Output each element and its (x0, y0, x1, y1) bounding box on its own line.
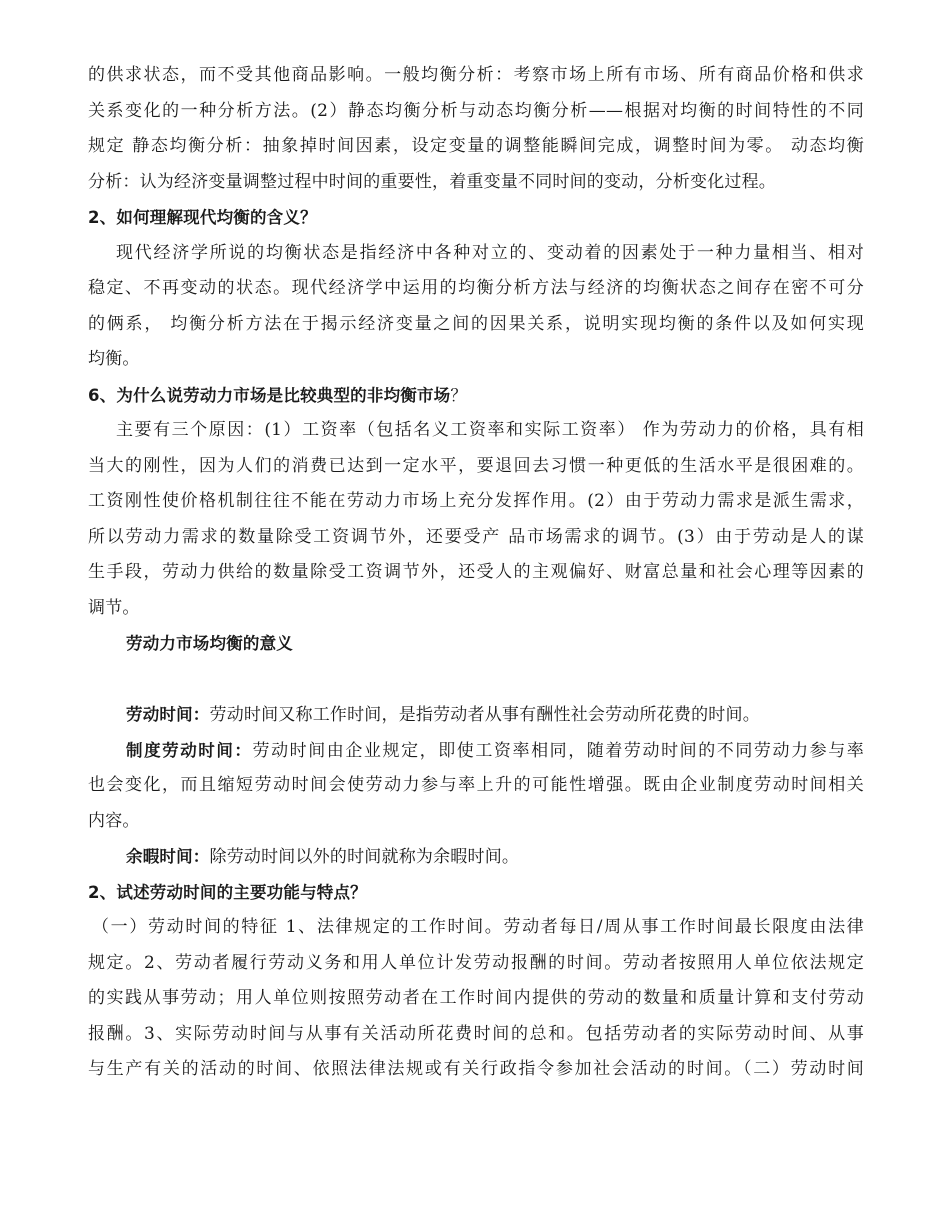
answer-paragraph-2 (88, 236, 864, 378)
answer-paragraph-2b (88, 910, 864, 1088)
text-line: 当大的刚性，因为人们的消费已达到一定水平，要退回去习惯一种更低的生活水平是很困难的。 (88, 455, 864, 476)
blank-line (88, 662, 864, 698)
text-line: 的实践从事劳动；用人单位则按照劳动者在工作时间内提供的劳动的数量和质量计算和支付劳动 (88, 988, 864, 1008)
text-line: 报酬。3、实际劳动时间与从事有关活动所花费时间的总和。包括劳动者的实际劳动时间、从事 (88, 1023, 864, 1044)
definition-term: 制度劳动时间： (126, 740, 253, 760)
text-line: 均衡。 (88, 349, 140, 369)
question-heading-6-text: 6、为什么说劳动力市场是比较典型的非均衡市场 (88, 385, 451, 405)
question-heading-2b: 2、试述劳动时间的主要功能与特点？ (88, 882, 367, 902)
definition-labor-time (88, 697, 864, 733)
text-line: 分析：认为经济变量调整过程中时间的重要性，着重变量不同时间的变动，分析变化过程。 (88, 171, 776, 192)
text-line: 的俩系， 均衡分析方法在于揭示经济变量之间的因果关系，说明实现均衡的条件以及如何实现 (88, 313, 864, 334)
text-line: 稳定、不再变动的状态。现代经济学中运用的均衡分析方法与经济的均衡状态之间存在密不可分 (88, 278, 864, 298)
definition-text: 除劳动时间以外的时间就称为余暇时间。 (209, 847, 520, 867)
text-line: （一）劳动时间的特征 1、法律规定的工作时间。劳动者每日/周从事工作时间最长限度由法律 (92, 917, 864, 937)
text-line: 的供求状态，而不受其他商品影响。一般均衡分析：考察市场上所有市场、所有商品价格和供求 (88, 65, 864, 85)
paragraph-partial-equilibrium (88, 58, 864, 200)
text-line: 也会变化，而且缩短劳动时间会使劳动力参与率上升的可能性增强。既由企业制度劳动时间相关 (88, 775, 864, 795)
question-heading-6 (88, 378, 864, 414)
text-line: 工资刚性使价格机制往往不能在劳动力市场上充分发挥作用。(2）由于劳动力需求是派生需求， (88, 491, 864, 511)
definition-institutional-labor-time (88, 733, 864, 840)
definition-leisure-time (88, 839, 864, 875)
text-line: 生手段，劳动力供给的数量除受工资调节外，还受人的主观偏好、财富总量和社会心理等因素的 (88, 562, 864, 582)
section-subheading: 劳动力市场均衡的意义 (126, 634, 293, 653)
definition-term: 余暇时间： (126, 847, 210, 866)
question-heading-2: 2、如何理解现代均衡的含义？ (88, 208, 317, 227)
text-line: 规定。2、劳动者履行劳动义务和用人单位计发劳动报酬的时间。劳动者按照用人单位依法规定 (88, 952, 864, 973)
definition-term: 劳动时间： (126, 705, 210, 724)
text-line: 调节。 (88, 597, 140, 618)
text-line: 所以劳动力需求的数量除受工资调节外，还要受产 品市场需求的调节。(3）由于劳动是人的谋 (88, 526, 864, 547)
text-line (88, 733, 864, 769)
text-line: 现代经济学所说的均衡状态是指经济中各种对立的、变动着的因素处于一种力量相当、相对 (116, 242, 864, 263)
text-line: 关系变化的一种分析方法。(2）静态均衡分析与动态均衡分析——根据对均衡的时间特性的不同 (88, 100, 864, 121)
definition-text: 劳动时间又称工作时间，是指劳动者从事有酬性社会劳动所花费的时间。 (209, 705, 760, 725)
text-line: 与生产有关的活动的时间、依照法律法规或有关行政指令参加社会活动的时间。（二）劳动时间 (88, 1059, 864, 1079)
answer-paragraph-6 (88, 413, 864, 626)
text-line: 规定 静态均衡分析：抽象掉时间因素，设定变量的调整能瞬间完成，调整时间为零。 动态均衡 (88, 136, 864, 156)
text-line: 主要有三个原因：(1）工资率（包括名义工资率和实际工资率） 作为劳动力的价格，具有相 (116, 420, 864, 440)
document-page (88, 58, 864, 1088)
text-line: 内容。 (88, 810, 140, 831)
definition-text: 劳动时间由企业规定，即使工资率相同，随着劳动时间的不同劳动力参与率 (252, 740, 864, 761)
question-mark: ？ (450, 385, 468, 405)
